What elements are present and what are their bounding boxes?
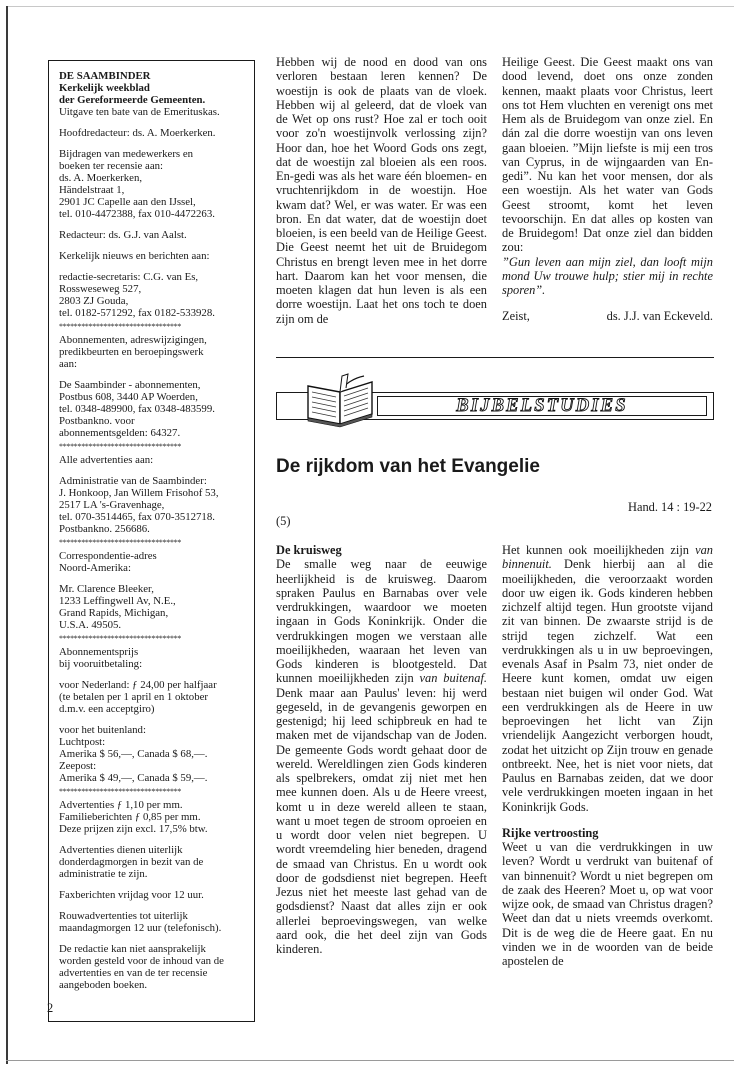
colophon-line: Faxberichten vrijdag voor 12 uur.: [59, 889, 204, 901]
colophon-line: 2517 LA 's-Gravenhage,: [59, 499, 165, 511]
colophon-line: boeken ter recensie aan:: [59, 160, 164, 172]
series-part-number: (5): [276, 514, 291, 528]
colophon-line: voor het buitenland:: [59, 724, 146, 736]
colophon-line: De redactie kan niet aansprakelijk: [59, 943, 206, 955]
colophon-line: maandagmorgen 12 uur (telefonisch).: [59, 922, 222, 934]
upper-article-signature: [502, 309, 713, 323]
colophon-line: redactie-secretaris: C.G. van Es,: [59, 271, 199, 283]
colophon-block: [59, 475, 245, 535]
colophon-block: [59, 943, 245, 991]
colophon-line: Rouwadvertenties tot uiterlijk: [59, 910, 188, 922]
paragraph-text: Het kunnen ook moeilijkheden zijn: [502, 543, 689, 557]
colophon-line: J. Honkoop, Jan Willem Frisohof 53,: [59, 487, 219, 499]
colophon-line: Amerika $ 56,—, Canada $ 68,—.: [59, 748, 208, 760]
colophon-block: [59, 271, 245, 319]
colophon-block: [59, 334, 245, 370]
colophon-line: Händelstraat 1,: [59, 184, 125, 196]
colophon-line: Alle advertenties aan:: [59, 454, 154, 466]
page-edge-top: [6, 6, 734, 7]
colophon-line: ds. A. Moerkerken,: [59, 172, 143, 184]
colophon-line: Familieberichten ƒ 0,85 per mm.: [59, 811, 201, 823]
colophon-line: De Saambinder - abonnementen,: [59, 379, 201, 391]
colophon-line: tel. 0348-489900, fax 0348-483599.: [59, 403, 215, 415]
colophon-line: Postbus 608, 3440 AP Woerden,: [59, 391, 198, 403]
colophon-line: tel. 0182-571292, fax 0182-533928.: [59, 307, 215, 319]
colophon-line: aan:: [59, 358, 77, 370]
colophon-block: [59, 250, 245, 262]
scripture-reference: Hand. 14 : 19-22: [628, 500, 712, 514]
colophon-line: tel. 070-3514465, fax 070-3512718.: [59, 511, 215, 523]
colophon-separator: *********************************: [59, 442, 182, 451]
paragraph-text: Denk hierbij aan al die moeilijkheden, die veroorzaakt worden door uw eigen ik. Gods kinderen hebben zichzelf altijd tegen. Hun grootste vijand zit van binnen. De zwaarste strijd is de strijd tegen zichzelf. Wat een verdrukkingen als u in uw beproevingen, evenals Asaf in Psalm 73, niet onder de Heere kunt komen, omdat uw eigen bestaan niet buigen wil onder God. Wat een verdrukkingen als de Heere in uw beproevingen het licht van Zijn vriendelijk Aangezicht verborgen houdt, zodat het uitzicht op Zijn trouw en genade ontbreekt. Nee, het is niet voor niets, dat Paulus en Barnabas zeiden, dat we door vele verdrukkingen moeten ingaan in het Koninkrijk Gods.: [502, 557, 713, 814]
upper-article-paragraph: Hebben wij de nood en dood van ons verloren bestaan leren kennen? De woestijn is ook de plaats van de vloek. Hebben wij al geleerd, dat de vloek van de Wet op ons rust? Hoe zal er toch ooit voor zo'n woestijnvolk verlossing zijn? Hoor dan, hoe het Woord Gods ons zegt, dat de woestijn zal bloeien als een roos. En-gedi was als het ware één bloemen- en vruchtenrijkdom in de woestijn. Hoe kwam dat? Wel, er was water. Er was een bron. En dat water, dat de woestijn doet bloeien, is een beeld van de Heilige Geest. Die Geest neemt het uit de Bruidegom Christus en brengt leven mee in het dorre hart. Daarom kan het voor mensen, die moeten klagen dat hun leven is als een dorre woestijn. Laat het ons toch te doen zijn om de: [276, 55, 487, 326]
italic-phrase: van binnenuit.: [502, 543, 713, 572]
colophon-block: [59, 229, 245, 241]
colophon-subtitle: Uitgave ten bate van de Emerituskas.: [59, 106, 220, 118]
colophon-line: Deze prijzen zijn excl. 17,5% btw.: [59, 823, 208, 835]
upper-article-quote: ”Gun leven aan mijn ziel, dan looft mijn mond Uw trouwe hulp; stier mij in rechte sporen”.: [502, 254, 713, 297]
colophon-line: Abonnementsprijs: [59, 646, 139, 658]
colophon-line: tel. 010-4472388, fax 010-4472263.: [59, 208, 215, 220]
colophon-line: Rossweseweg 527,: [59, 283, 142, 295]
page-edge-left: [6, 6, 8, 1064]
subheading-kruisweg: De kruisweg: [276, 543, 342, 557]
bible-study-column-2: [502, 543, 713, 968]
page-edge-bottom: [6, 1060, 734, 1061]
colophon-line: donderdagmorgen in bezit van de: [59, 856, 204, 868]
section-divider: [276, 357, 714, 358]
colophon-line: aangeboden boeken.: [59, 979, 148, 991]
colophon-line: Abonnementen, adreswijzigingen,: [59, 334, 207, 346]
colophon-line: Kerkelijk nieuws en berichten aan:: [59, 250, 210, 262]
colophon-title-2: Kerkelijk weekblad: [59, 82, 150, 94]
colophon-line: U.S.A. 49505.: [59, 619, 122, 631]
colophon-line: abonnementsgelden: 64327.: [59, 427, 181, 439]
colophon-separator: *********************************: [59, 787, 182, 796]
upper-article-paragraph: Heilige Geest. Die Geest maakt ons van dood levend, doet ons onze zonden kennen, maakt plaats voor Christus, leert ons tot Hem vluchten en verenigt ons met Hem als de Bruidegom van onze ziel. En dán zal die dorre woestijn van ons leven gaan bloeien. ”Mijn liefste is mij een tros van Cyprus, in de wijngaarden van En-gedi”. Nu kan het voor mensen, dor als een woestijn. Als het water van Gods Geest stroomt, komt het leven tevoorschijn. En dat alles op kosten van de Bruidegom! Dat onze ziel dan bidden zou:: [502, 55, 713, 255]
colophon-separator: *********************************: [59, 322, 182, 331]
colophon-block: [59, 583, 245, 631]
colophon-block: [59, 379, 245, 439]
colophon-line: Zeepost:: [59, 760, 97, 772]
colophon-line: Redacteur: ds. G.J. van Aalst.: [59, 229, 187, 241]
bible-study-paragraph: Weet u van die verdrukkingen in uw leven? Wordt u verdrukt van buitenaf of van binnenuit? Wordt u niet begrepen om de zaak des Heeren? Moet u, op wat voor wijze ook, de smaad van Christus dragen? Weet dan dat u niets vreemds overkomt. Dit is de weg die de Heere gaat. En nu vinden we in de woorden van de beide apostelen de: [502, 840, 713, 968]
colophon-line: Administratie van de Saambinder:: [59, 475, 207, 487]
colophon-line: Advertenties ƒ 1,10 per mm.: [59, 799, 183, 811]
signature-author: ds. J.J. van Eckeveld.: [606, 309, 713, 324]
bible-study-paragraph: [276, 557, 487, 956]
colophon-title-3: der Gereformeerde Gemeenten.: [59, 94, 206, 106]
colophon-line: Advertenties dienen uiterlijk: [59, 844, 183, 856]
colophon-line: (te betalen per 1 april en 1 oktober: [59, 691, 208, 703]
paragraph-text: Denk maar aan Paulus' leven: hij werd gegeseld, in de gevangenis geworpen en gestenigd; hij leed schipbreuk en had te maken met de vijandschap van de Joden. De gemeente Gods wordt gehaat door de wereld. Wereldlingen zien Gods kinderen als spelbrekers, omdat zij niet met hen mee kunnen doen. Als u de Heere vreest, komt u in deze wereld alleen te staan, want u moet tegen de stroom oproeien en u wordt door velen niet begrepen. U wordt vreemdeling hier beneden, dragend de smaad van Christus. En u wordt ook door de godsdienst niet begrepen. Heeft Jezus niet het meeste last gehad van de godsdienst? Naast dat alles zijn er ook allerlei beproevingswegen, van welke aard ook, die het deel zijn van Gods kinderen.: [276, 685, 487, 956]
colophon-title-1: DE SAAMBINDER: [59, 70, 151, 82]
colophon-block: [59, 889, 245, 901]
colophon-line: voor Nederland: ƒ 24,00 per halfjaar: [59, 679, 217, 691]
colophon-block: [59, 646, 245, 670]
colophon-block: [59, 454, 245, 466]
colophon-block: [59, 844, 245, 880]
colophon-line: Postbankno. 256686.: [59, 523, 150, 535]
page-number: 2: [47, 1001, 54, 1015]
italic-phrase: van buitenaf.: [419, 671, 487, 686]
colophon-blocks: [59, 127, 245, 991]
colophon-block: [59, 127, 245, 139]
article-title: De rijkdom van het Evangelie: [276, 456, 540, 477]
bible-study-column-1: [276, 543, 487, 956]
bible-study-paragraph: [502, 543, 713, 814]
open-bible-icon: [304, 372, 376, 430]
colophon-line: 2803 ZJ Gouda,: [59, 295, 129, 307]
colophon-block: [59, 550, 245, 574]
subheading-rijke-vertroosting: Rijke vertroosting: [502, 825, 599, 840]
colophon-line: 2901 JC Capelle aan den IJssel,: [59, 196, 196, 208]
banner-label-frame: [377, 396, 707, 416]
colophon-block: [59, 679, 245, 715]
colophon-line: d.m.v. een acceptgiro): [59, 703, 155, 715]
banner-title: BIJBELSTUDIES: [456, 395, 628, 416]
upper-article-column-1: [276, 55, 487, 326]
colophon-box: [48, 60, 255, 1022]
paragraph-text: De smalle weg naar de eeuwige heerlijkheid is de kruisweg. Daarom spraken Paulus en Barnabas over vele verdrukkingen, waardoor we moeten ingaan in Gods Koninkrijk. Onder die verdrukkingen mogen we verstaan alle moeilijkheden, waaraan het leven van Gods kinderen is blootgesteld. Dat kunnen moeilijkheden zijn: [276, 557, 487, 686]
colophon-line: advertenties en van de ter recensie: [59, 967, 208, 979]
colophon-line: Postbankno. voor: [59, 415, 135, 427]
colophon-block: [59, 799, 245, 835]
colophon-line: Correspondentie-adres: [59, 550, 157, 562]
colophon-line: Noord-Amerika:: [59, 562, 131, 574]
colophon-block: [59, 148, 245, 220]
colophon-line: Amerika $ 49,—, Canada $ 59,—.: [59, 772, 208, 784]
colophon-block: [59, 910, 245, 934]
colophon-line: 1233 Leffingwell Av, N.E.,: [59, 595, 176, 607]
colophon-separator: *********************************: [59, 538, 182, 547]
colophon-block: [59, 724, 245, 784]
colophon-line: Luchtpost:: [59, 736, 106, 748]
colophon-line: Grand Rapids, Michigan,: [59, 607, 169, 619]
colophon-separator: *********************************: [59, 634, 182, 643]
colophon-line: predikbeurten en beroepingswerk: [59, 346, 204, 358]
colophon-line: Bijdragen van medewerkers en: [59, 148, 194, 160]
colophon-line: Mr. Clarence Bleeker,: [59, 583, 154, 595]
colophon-line: worden gesteld voor de inhoud van de: [59, 955, 224, 967]
upper-article-column-2: [502, 55, 713, 324]
signature-place: Zeist,: [502, 309, 530, 324]
section-banner: [276, 372, 714, 434]
colophon-line: bij vooruitbetaling:: [59, 658, 143, 670]
colophon-line: administratie te zijn.: [59, 868, 148, 880]
colophon-line: Hoofdredacteur: ds. A. Moerkerken.: [59, 127, 216, 139]
